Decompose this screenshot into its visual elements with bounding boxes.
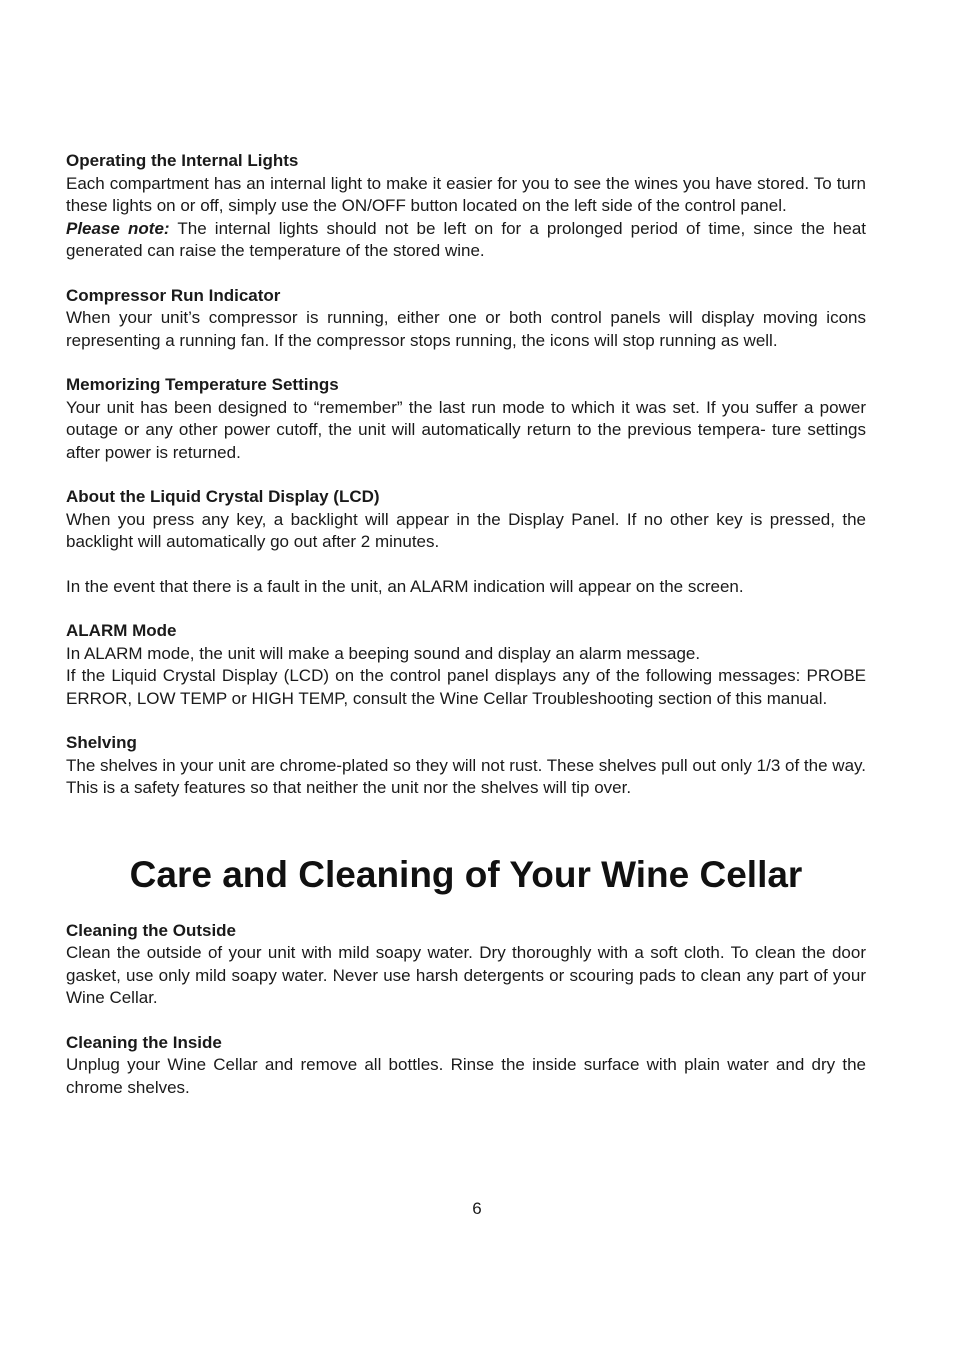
page-number: 6: [472, 1199, 482, 1218]
section-body: Unplug your Wine Cellar and remove all bottles. Rinse the inside surface with plain water and dry the chrome shelves.: [66, 1055, 866, 1097]
section-lcd-fault: [66, 576, 866, 599]
section-heading: Cleaning the Inside: [66, 1032, 222, 1052]
section-heading: Compressor Run Indicator: [66, 285, 281, 305]
section-heading: Operating the Internal Lights: [66, 151, 299, 170]
section-heading: Shelving: [66, 733, 137, 752]
section-body: Clean the outside of your unit with mild soapy water. Dry thoroughly with a soft cloth. To clean the door gasket, use only mild soapy water. Never use harsh detergents or scouring pads to clean any part of your Wine Cellar.: [66, 943, 866, 1007]
section-lcd: [66, 486, 866, 554]
section-internal-lights: [66, 150, 866, 263]
section-memorizing: [66, 374, 866, 464]
section-body: Each compartment has an internal light to make it easier for you to see the wines you have stored. To turn these lights on or off, simply use the ON/OFF button located on the left side of the control panel.: [66, 173, 866, 215]
section-body-2: If the Liquid Crystal Display (LCD) on the control panel displays any of the following messages: PROBE ERROR, LOW TEMP or HIGH TEMP, consult the Wine Cellar Troubleshooting section of this manual.: [66, 666, 866, 708]
section-body: In ALARM mode, the unit will make a beeping sound and display an alarm message.: [66, 643, 701, 663]
section-heading: ALARM Mode: [66, 621, 177, 640]
section-body: Your unit has been designed to “remember” the last run mode to which it was set. If you suffer a power outage or any other power cutoff, the unit will automatically return to the previous tempera- ture settings after power is returned.: [66, 397, 866, 462]
note-text: The internal lights should not be left on for a prolonged period of time, since the heat generated can raise the temperature of the stored wine.: [66, 218, 866, 260]
note-paragraph: [66, 218, 866, 263]
section-compressor: [66, 285, 866, 353]
section-body: When your unit’s compressor is running, either one or both control panels will display moving icons representing a running fan. If the compressor stops running, the icons will stop running as well.: [66, 308, 866, 350]
section-body: The shelves in your unit are chrome-plated so they will not rust. These shelves pull out only 1/3 of the way. This is a safety features so that neither the unit nor the shelves will tip over.: [66, 755, 866, 797]
manual-page: [66, 150, 866, 1121]
section-heading: Memorizing Temperature Settings: [66, 375, 339, 394]
section-body: In the event that there is a fault in the unit, an ALARM indication will appear on the screen.: [66, 576, 744, 596]
note-label: Please note:: [66, 218, 170, 238]
section-body: When you press any key, a backlight will appear in the Display Panel. If no other key is pressed, the backlight will automatically go out after 2 minutes.: [66, 509, 866, 551]
section-cleaning-inside: [66, 1032, 866, 1100]
section-alarm: [66, 620, 866, 710]
section-cleaning-outside: [66, 920, 866, 1010]
section-heading: About the Liquid Crystal Display (LCD): [66, 487, 380, 506]
section-shelving: [66, 732, 866, 800]
care-title: Care and Cleaning of Your Wine Cellar: [129, 853, 803, 895]
section-heading: Cleaning the Outside: [66, 920, 237, 940]
